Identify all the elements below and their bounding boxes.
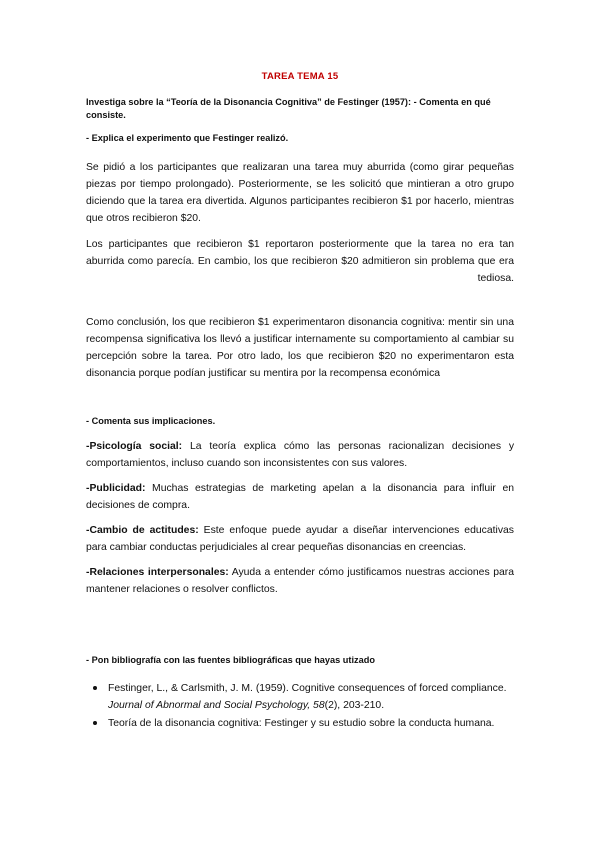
implication-text: Ayuda a entender cómo justificamos nuestras acciones para mantener relaciones o resolver conflictos. [86, 567, 514, 595]
implication-attitude-change [86, 522, 514, 556]
implication-label: -Cambio de actitudes: [86, 525, 199, 536]
bibliography-item [86, 680, 514, 714]
implication-text: Muchas estrategias de marketing apelan a la disonancia para influir en decisiones de compra. [86, 483, 514, 511]
question-implications: - Comenta sus implicaciones. [86, 416, 216, 426]
experiment-paragraph-2 [86, 236, 514, 270]
citation-separator: , [307, 700, 311, 711]
implication-text: Este enfoque puede ayudar a diseñar intervenciones educativas para cambiar conductas perjudiciales al crear pequeñas disonancias en creencias. [86, 525, 514, 553]
citation-journal: Journal of Abnormal and Social Psychology [108, 700, 308, 711]
question-experiment: - Explica el experimento que Festinger realizó. [86, 133, 289, 143]
implication-label: -Relaciones interpersonales: [86, 567, 229, 578]
implication-label: -Publicidad: [86, 483, 146, 494]
question-theory: Investiga sobre la “Teoría de la Disonancia Cognitiva” de Festinger (1957): - Comenta en qué consiste. [86, 97, 491, 120]
experiment-paragraph-1: Se pidió a los participantes que realizaran una tarea muy aburrida (como girar pequeñas piezas por tiempo prolongado). Posteriormente, se les solicitó que mintieran a otro grupo diciendo que la tarea era divertida. Algunos participantes recibieron $1 por hacerlo, mientras que otros recibieron $20. [86, 162, 514, 224]
citation-volume: 58 [313, 700, 325, 711]
implication-social-psychology [86, 438, 514, 472]
experiment-paragraph-2-main: Los participantes que recibieron $1 reportaron posteriormente que la tarea no era tan aburrida como parecía. En cambio, los que recibieron $20 admitieron sin problema que era [86, 239, 514, 267]
citation-authors: Festinger, L., & Carlsmith, J. M. (1959). Cognitive consequences of forced compliance. [108, 683, 507, 694]
implication-relationships [86, 564, 514, 598]
document-body [86, 96, 514, 733]
citation-pages: (2), 203-210. [324, 700, 385, 711]
implication-label: -Psicología social: [86, 441, 183, 452]
implication-advertising [86, 480, 514, 514]
bibliography-list [86, 680, 514, 732]
bibliography-item: Teoría de la disonancia cognitiva: Festinger y su estudio sobre la conducta humana. [86, 715, 514, 732]
implication-text: La teoría explica cómo las personas racionalizan decisiones y comportamientos, incluso cuando son inconsistentes con sus valores. [86, 441, 515, 469]
experiment-conclusion: Como conclusión, los que recibieron $1 experimentaron disonancia cognitiva: mentir sin una recompensa significativa los llevó a justificar internamente su comportamiento al cambiar su percepción sobre la tarea. Por otro lado, los que recibieron $20 no experimentaron esta disonancia porque podían justificar su mentira por la recompensa económica [86, 317, 514, 379]
page-title: TAREA TEMA 15 [261, 71, 339, 82]
question-bibliography: - Pon bibliografía con las fuentes bibliográficas que hayas utizado [86, 655, 375, 665]
experiment-paragraph-2-end: tediosa. [477, 273, 514, 284]
